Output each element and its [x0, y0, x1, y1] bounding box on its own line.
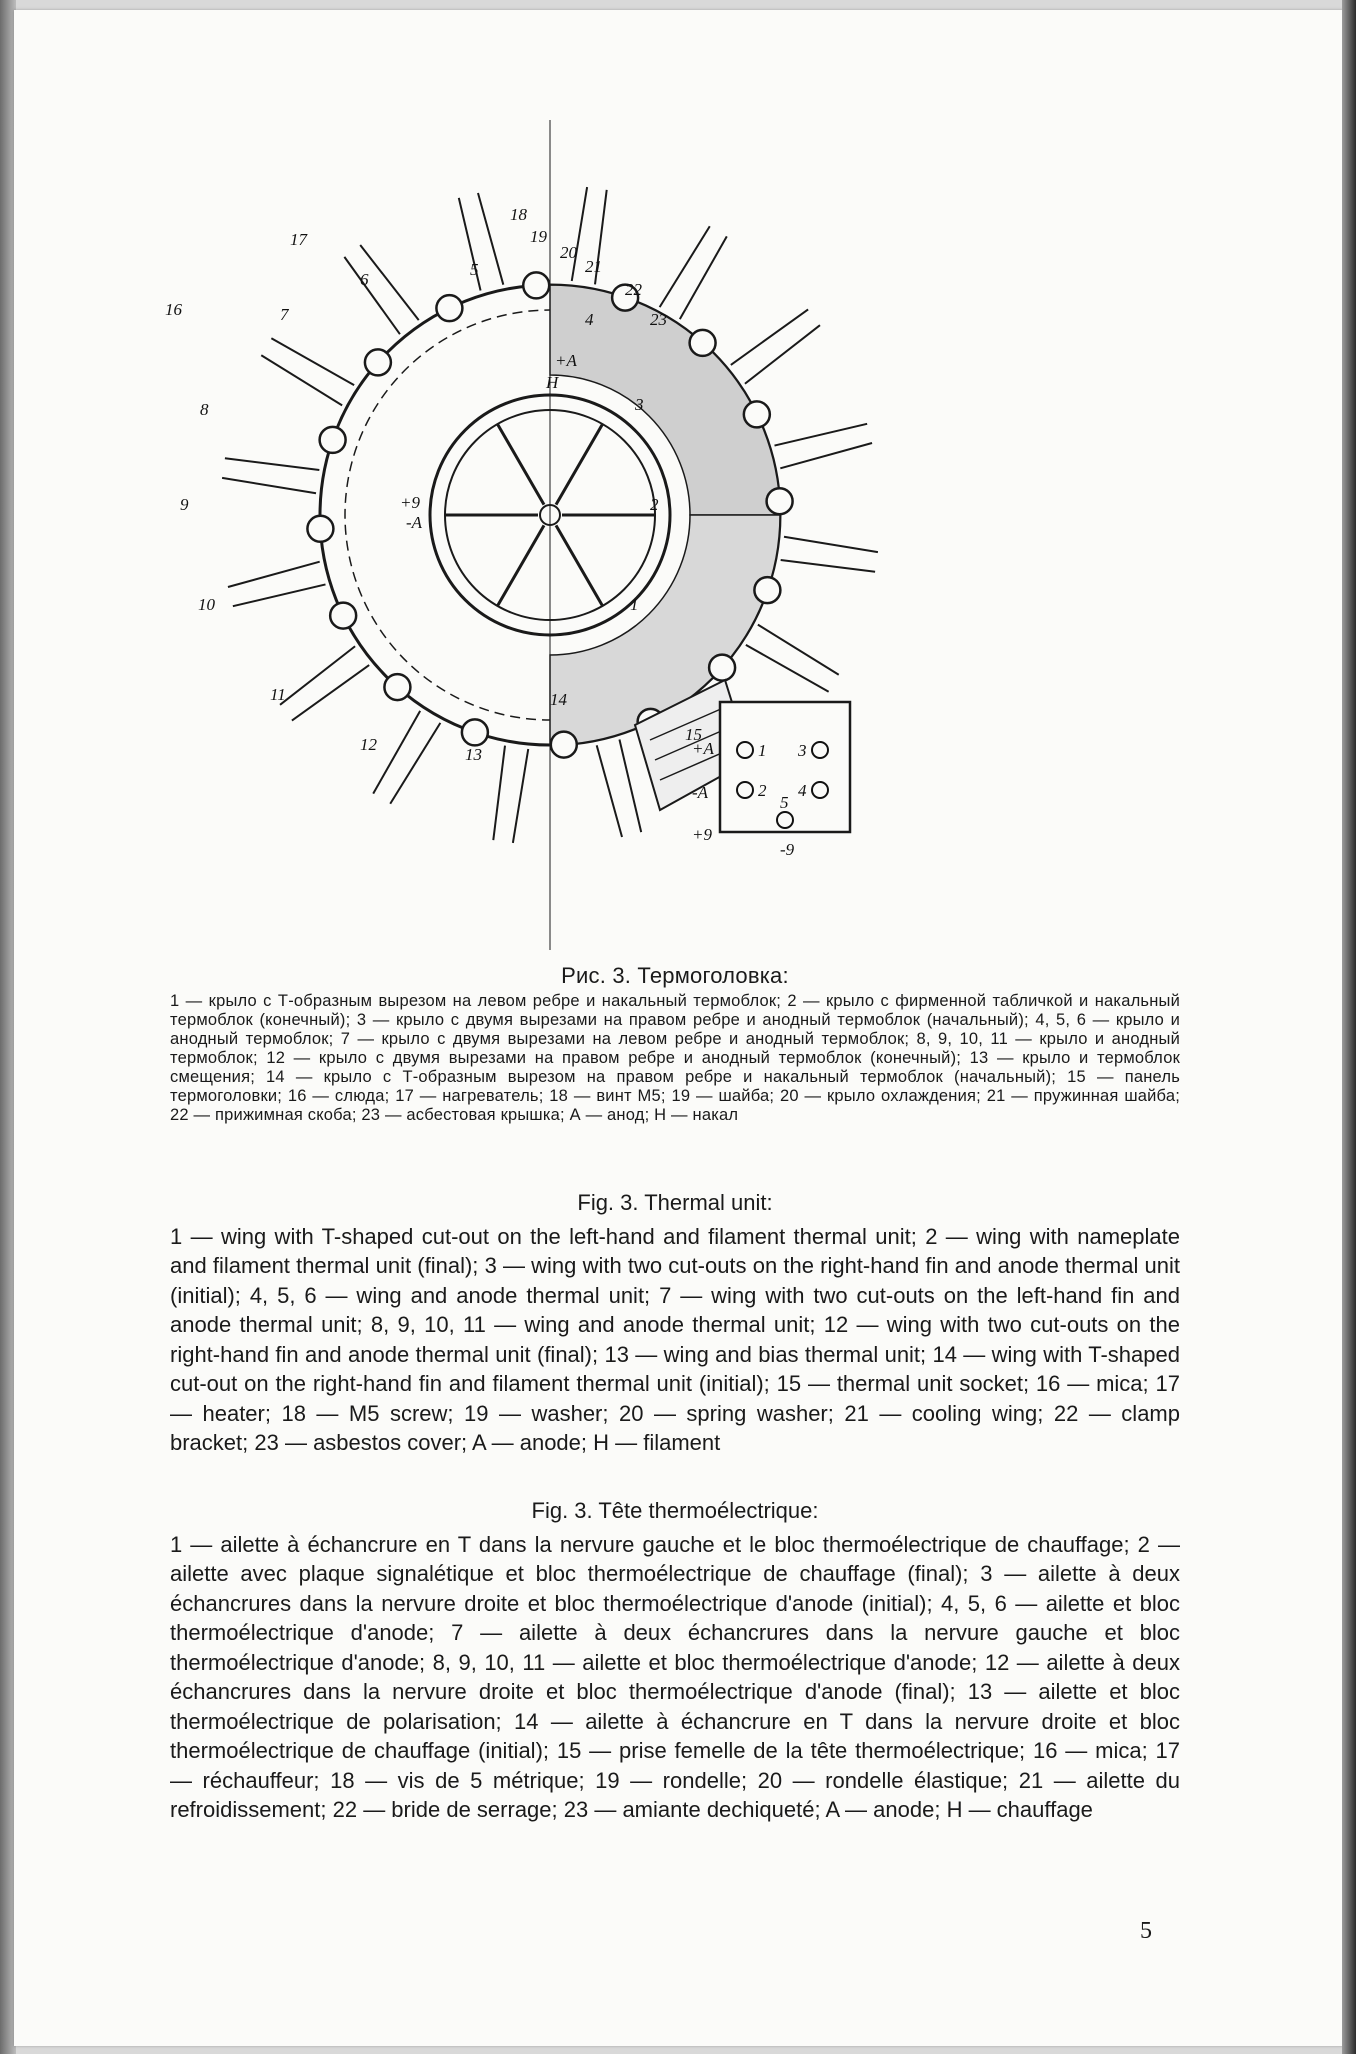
callout-label: 4	[585, 310, 594, 329]
pin-left-label-3: +9	[692, 825, 712, 844]
callout-label: 5	[470, 260, 479, 279]
caption-english-body: 1 — wing with T-shaped cut-out on the left-hand and filament thermal unit; 2 — wing with nameplate and filament thermal unit (final); 3 — wing with two cut-outs on the right-hand fin and anode thermal unit (initial); 4, 5, 6 — wing and anode thermal unit; 7 — wing with two cut-outs on the left-hand fin and anode thermal unit; 8, 9, 10, 11 — wing and anode thermal unit; 12 — wing with two cut-outs on the right-hand fin and anode thermal unit (final); 13 — wing and bias thermal unit; 14 — wing with T-shaped cut-out on the right-hand fin and filament thermal unit (initial); 15 — thermal unit socket; 16 — mica; 17 — heater; 18 — M5 screw; 19 — washer; 20 — spring washer; 21 — cooling wing; 22 — clamp bracket; 23 — asbestos cover; A — anode; H — filament	[170, 1223, 1180, 1455]
caption-russian-body: 1 — крыло с Т-образным вырезом на левом ребре и накальный термоблок; 2 — крыло с фирменной табличкой и накальный термоблок (конечный); 3 — крыло с двумя вырезами на правом ребре и анодный термоблок (начальный); 4, 5, 6 — крыло и анодный термоблок; 7 — крыло с двумя вырезами на левом ребре и анодный термоблок; 8, 9, 10, 11 — крыло и анодный термоблок; 12 — крыло с двумя вырезами на правом ребре и анодный термоблок (конечный); 13 — крыло и термоблок смещения; 14 — крыло с Т-образным вырезом на правом ребре и накальный термоблок (начальный); 15 — панель термоголовки; 16 — слюда; 17 — нагреватель; 18 — винт М5; 19 — шайба; 20 — крыло охлаждения; 21 — пружинная шайба; 22 — прижимная скоба; 23 — асбестовая крышка; А — анод; Н — накал	[170, 992, 1180, 1124]
cooling-fin	[478, 193, 503, 285]
callout-label: 15	[685, 725, 702, 744]
caption-french-body: 1 — ailette à échancrure en T dans la nervure gauche et le bloc thermoélectrique de chauffage; 2 — ailette avec plaque signalétique et bloc thermoélectrique de chauffage (final); 3 — ailette à deux échancrures dans la nervure droite et bloc thermoélectrique d'anode (initial); 4, 5, 6 — ailette et bloc thermoélectrique d'anode; 7 — ailette à deux échancrures dans la nervure gauche et bloc thermoélectrique d'anode; 8, 9, 10, 11 — ailette et bloc thermoélectrique d'anode; 12 — ailette à deux échancrures dans la nervure droite et bloc thermoélectrique d'anode (final); 13 — ailette et bloc thermoélectrique de polarisation; 14 — ailette à échancrure en T dans la nervure droite et bloc thermoélectrique de chauffage (initial); 15 — prise femelle de la tête thermoélectrique; 16 — mica; 17 — réchauffeur; 18 — vis de 5 métrique; 19 — rondelle; 20 — rondelle élastique; 21 — ailette du refroidissement; 22 — bride de serrage; 23 — amiante dechiqueté; A — anode; H — chauffage	[170, 1531, 1180, 1822]
callout-label: 6	[360, 270, 369, 289]
cooling-fin	[280, 646, 355, 705]
mark-h: H	[546, 373, 559, 392]
caption-english-title: Fig. 3. Thermal unit:	[577, 1190, 773, 1215]
hub-spoke	[498, 424, 545, 505]
callout-label: 19	[530, 227, 547, 246]
cooling-fin	[597, 745, 622, 837]
caption-english	[170, 1188, 1180, 1458]
cooling-fin	[225, 458, 319, 470]
cooling-fin	[271, 338, 354, 385]
cooling-fin	[360, 245, 419, 320]
clamp-screw	[523, 272, 549, 298]
svg-text:5: 5	[780, 793, 789, 812]
callout-label: 13	[465, 745, 482, 764]
cooling-fin	[680, 236, 727, 319]
clamp-screw	[330, 603, 356, 629]
mark-plus-a: +A	[555, 351, 577, 370]
clamp-screw	[365, 349, 391, 375]
clamp-screw	[744, 401, 770, 427]
callout-label: 17	[290, 230, 307, 249]
callout-label: 21	[585, 257, 602, 276]
callout-label: 3	[635, 395, 644, 414]
pin-bottom-label: -9	[780, 840, 795, 859]
cooling-fin	[222, 478, 316, 493]
clamp-screw	[709, 655, 735, 681]
caption-russian-title: Рис. 3. Термоголовка:	[561, 963, 789, 988]
caption-french-title: Fig. 3. Tête thermoélectrique:	[531, 1498, 819, 1523]
svg-text:4: 4	[798, 781, 807, 800]
callout-label: 23	[650, 310, 667, 329]
callout-label: 11	[270, 685, 286, 704]
callout-label: 9	[180, 495, 189, 514]
svg-text:1: 1	[758, 741, 767, 760]
cooling-fin	[493, 746, 505, 840]
callout-label: 2	[650, 495, 659, 514]
hub-spoke	[498, 525, 545, 606]
pin-left-label-2: -A	[692, 783, 709, 802]
callout-label: 20	[560, 243, 577, 262]
clamp-screw	[307, 516, 333, 542]
cooling-fin	[390, 723, 440, 804]
pin-left-label-1: +A	[692, 739, 714, 758]
callout-label: 12	[360, 735, 377, 754]
cooling-fin	[373, 711, 420, 794]
scan-edge-right	[1342, 0, 1356, 2054]
cooling-fin	[780, 443, 872, 468]
callout-label: 10	[198, 595, 215, 614]
cooling-fin	[513, 749, 528, 843]
callout-label: 22	[625, 280, 642, 299]
caption-french	[170, 1496, 1180, 1825]
cooling-fin	[781, 560, 875, 572]
cooling-fin	[228, 562, 320, 587]
callout-label: 8	[200, 400, 209, 419]
clamp-screw	[462, 719, 488, 745]
callout-label: 14	[550, 690, 567, 709]
mark-minus-a: -A	[406, 513, 423, 532]
thermal-unit-drawing	[165, 120, 1130, 950]
cooling-fin	[731, 309, 808, 365]
cooling-fin	[292, 665, 369, 721]
caption-russian	[170, 962, 1180, 1125]
hub-spoke	[556, 424, 603, 505]
svg-text:2: 2	[758, 781, 767, 800]
clamp-screw	[384, 674, 410, 700]
clamp-screw	[436, 295, 462, 321]
clamp-screw	[551, 732, 577, 758]
cooling-fin	[261, 355, 342, 405]
callout-label: 1	[630, 595, 639, 614]
clamp-screw	[320, 427, 346, 453]
page-number: 5	[1140, 1918, 1152, 1944]
cooling-fin	[775, 424, 868, 446]
mark-plus-9: +9	[400, 493, 420, 512]
cooling-fin	[660, 226, 710, 307]
cooling-fin	[619, 740, 641, 833]
callout-label: 7	[280, 305, 289, 324]
clamp-screw	[690, 330, 716, 356]
callout-label: 18	[510, 205, 527, 224]
cooling-fin	[344, 257, 400, 334]
clamp-screw	[754, 577, 780, 603]
cooling-fin	[745, 325, 820, 384]
hub-spoke	[556, 525, 603, 606]
cooling-fin	[233, 584, 326, 606]
callout-label: 16	[165, 300, 182, 319]
svg-text:3: 3	[798, 741, 807, 760]
cooling-fin	[758, 625, 839, 675]
clamp-screw	[767, 488, 793, 514]
cooling-fin	[746, 645, 829, 692]
cooling-fin	[784, 537, 878, 552]
